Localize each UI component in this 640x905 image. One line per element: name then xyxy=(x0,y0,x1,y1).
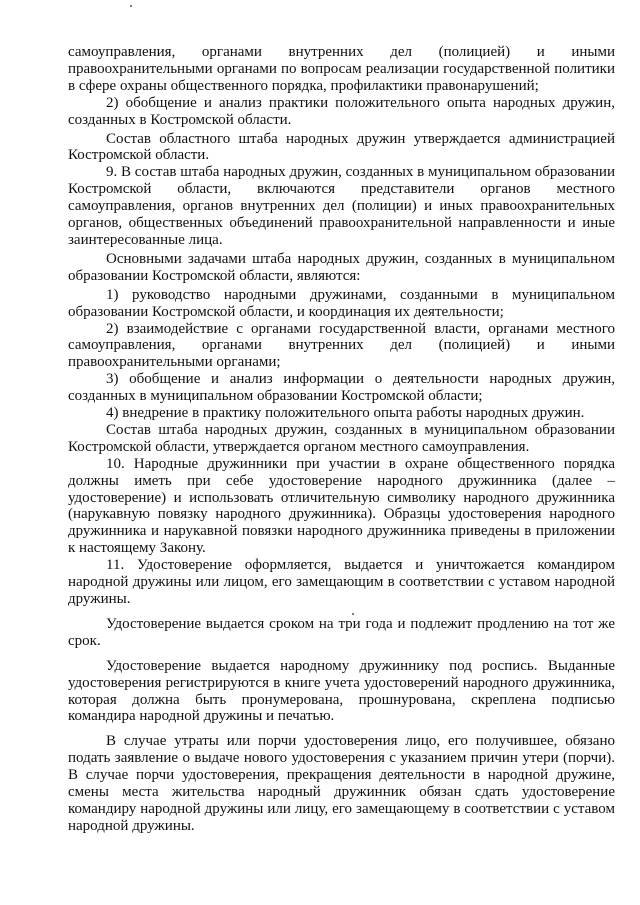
paragraph-loss: В случае утраты или порчи удостоверения лицо, его получившее, обязано подать заявление о выдаче нового удостоверения с указанием причин утери (порчи). В случае порчи удостоверения, прекращения деятельности в народной дружине, смены места жительства народный дружинник обязан сдать удостоверение командиру народной дружины или лицу, его замещающему в соответствии с уставом народной дружины. xyxy=(68,733,615,834)
paragraph-municipal-staff: Состав штаба народных дружин, созданных в муниципальном образовании Костромской области, утверждается органом местного самоуправления. xyxy=(68,421,615,455)
paragraph-task-4: 4) внедрение в практику положительного опыта работы народных дружин. xyxy=(106,405,585,422)
document-body xyxy=(68,44,615,835)
paragraph-task-3: 3) обобщение и анализ информации о деятельности народных дружин, созданных в муниципальном образовании Костромской области; xyxy=(68,371,615,405)
paragraph-issue: Удостоверение выдается народному дружиннику под роспись. Выданные удостоверения регистрируются в книге учета удостоверений народного дружинника, которая должна быть пронумерована, прошнурована, скреплена подписью командира народной дружины и печатью. xyxy=(68,657,615,725)
paragraph-11: 11. Удостоверение оформляется, выдается и уничтожается командиром народной дружины или лицом, его замещающим в соответствии с уставом народной дружины. xyxy=(68,557,615,607)
scan-speck xyxy=(130,5,132,7)
paragraph-main-tasks: Основными задачами штаба народных дружин, созданных в муниципальном образовании Костромской области, являются: xyxy=(68,250,615,284)
paragraph-task-1: 1) руководство народными дружинами, созданными в муниципальном образовании Костромской области, и координация их деятельности; xyxy=(68,286,615,320)
paragraph-item-2: 2) обобщение и анализ практики положительного опыта народных дружин, созданных в Костромской области. xyxy=(68,94,615,128)
paragraph-9: 9. В состав штаба народных дружин, созданных в муниципальном образовании Костромской области, включаются представители органов местного самоуправления, органов внутренних дел (полиции) и иных правоохранительных органов, общественных объединений правоохранительной направленности и иные заинтересованные лица. xyxy=(68,164,615,248)
paragraph-10: 10. Народные дружинники при участии в охране общественного порядка должны иметь при себе удостоверение народного дружинника (далее – удостоверение) и использовать отличительную символику народного дружинника (нарукавную повязку народного дружинника). Образцы удостоверения народного дружинника и нарукавной повязки народного дружинника приведены в приложении к настоящему Закону. xyxy=(68,455,615,557)
paragraph-regional-staff: Состав областного штаба народных дружин утверждается администрацией Костромской области. xyxy=(68,130,615,164)
paragraph-continuation: самоуправления, органами внутренних дел (полицией) и иными правоохранительными органами по вопросам реализации государственной политики в сфере охраны общественного порядка, профилактики правонарушений; xyxy=(68,44,615,94)
paragraph-term: Удостоверение выдается сроком на три года и подлежит продлению на тот же срок. xyxy=(68,615,615,649)
paragraph-task-2: 2) взаимодействие с органами государственной власти, органами местного самоуправления, органами внутренних дел (полицией) и иными правоохранительными органами; xyxy=(68,320,615,371)
